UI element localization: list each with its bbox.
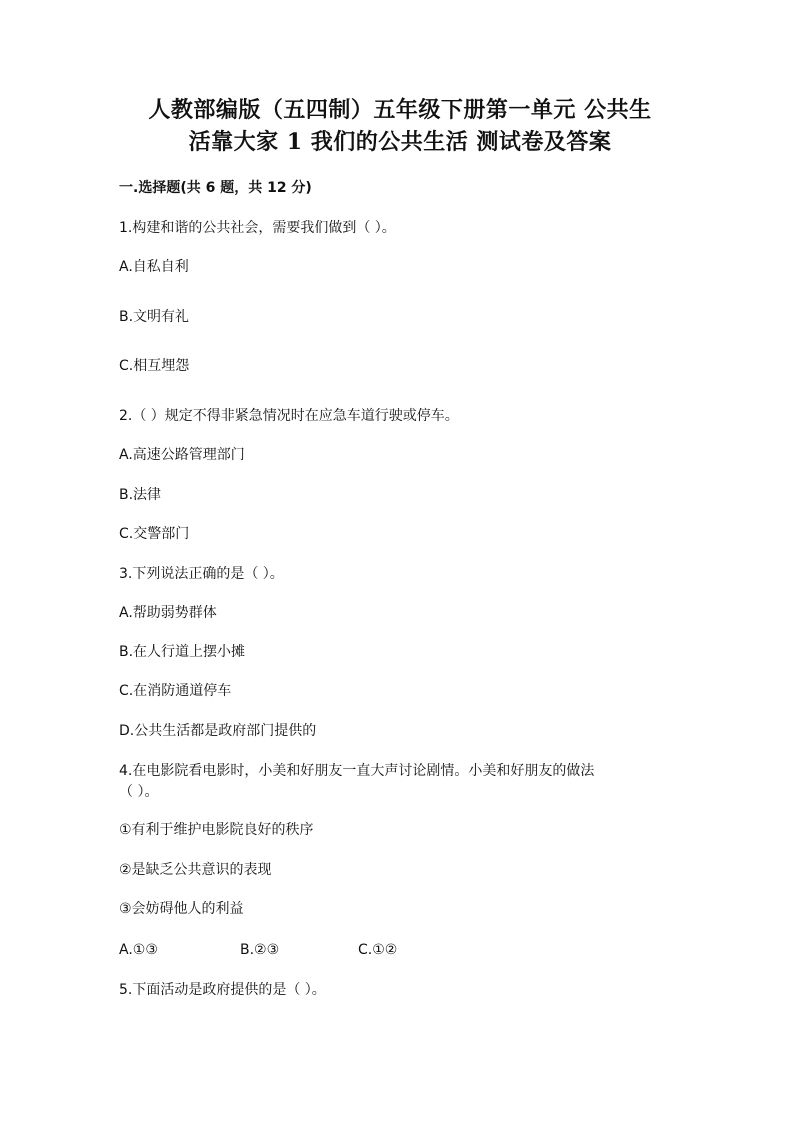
question-4-stem-line-2: （ ）。	[119, 784, 159, 800]
question-3-stem: 3.下列说法正确的是（ ）。	[119, 566, 284, 582]
document-title	[100, 94, 700, 158]
question-4-option-c: C.①②	[358, 942, 398, 958]
question-5-stem: 5.下面活动是政府提供的是（ ）。	[119, 982, 326, 998]
question-4-stem-line-1: 4.在电影院看电影时，小美和好朋友一直大声讨论剧情。小美和好朋友的做法	[119, 763, 595, 779]
question-1-option-b: B.文明有礼	[119, 309, 190, 325]
question-1-stem: 1.构建和谐的公共社会，需要我们做到（ ）。	[119, 220, 396, 236]
question-3-option-c: C.在消防通道停车	[119, 683, 232, 699]
title-line-2: 活靠大家 1 我们的公共生活 测试卷及答案	[188, 129, 612, 155]
question-1-option-c: C.相互埋怨	[119, 358, 190, 374]
question-2-option-b: B.法律	[119, 487, 162, 503]
question-3-option-a: A.帮助弱势群体	[119, 605, 217, 621]
title-line-1: 人教部编版（五四制）五年级下册第一单元 公共生	[148, 97, 652, 123]
question-4-options-row	[119, 940, 397, 960]
question-4-statement-1: ①有利于维护电影院良好的秩序	[119, 822, 314, 838]
question-1-option-a: A.自私自利	[119, 259, 189, 275]
question-2-stem: 2.（ ）规定不得非紧急情况时在应急车道行驶或停车。	[119, 408, 459, 424]
section-heading: 一.选择题(共 6 题，共 12 分)	[119, 180, 312, 196]
question-3-option-b: B.在人行道上摆小摊	[119, 644, 246, 660]
question-4-option-a: A.①③	[119, 942, 158, 958]
question-3-option-d: D.公共生活都是政府部门提供的	[119, 723, 317, 739]
question-4-statement-3: ③会妨碍他人的利益	[119, 901, 244, 917]
question-2-option-c: C.交警部门	[119, 526, 190, 542]
question-4-statement-2: ②是缺乏公共意识的表现	[119, 862, 272, 878]
question-4-option-b: B.②③	[240, 942, 280, 958]
question-2-option-a: A.高速公路管理部门	[119, 447, 245, 463]
